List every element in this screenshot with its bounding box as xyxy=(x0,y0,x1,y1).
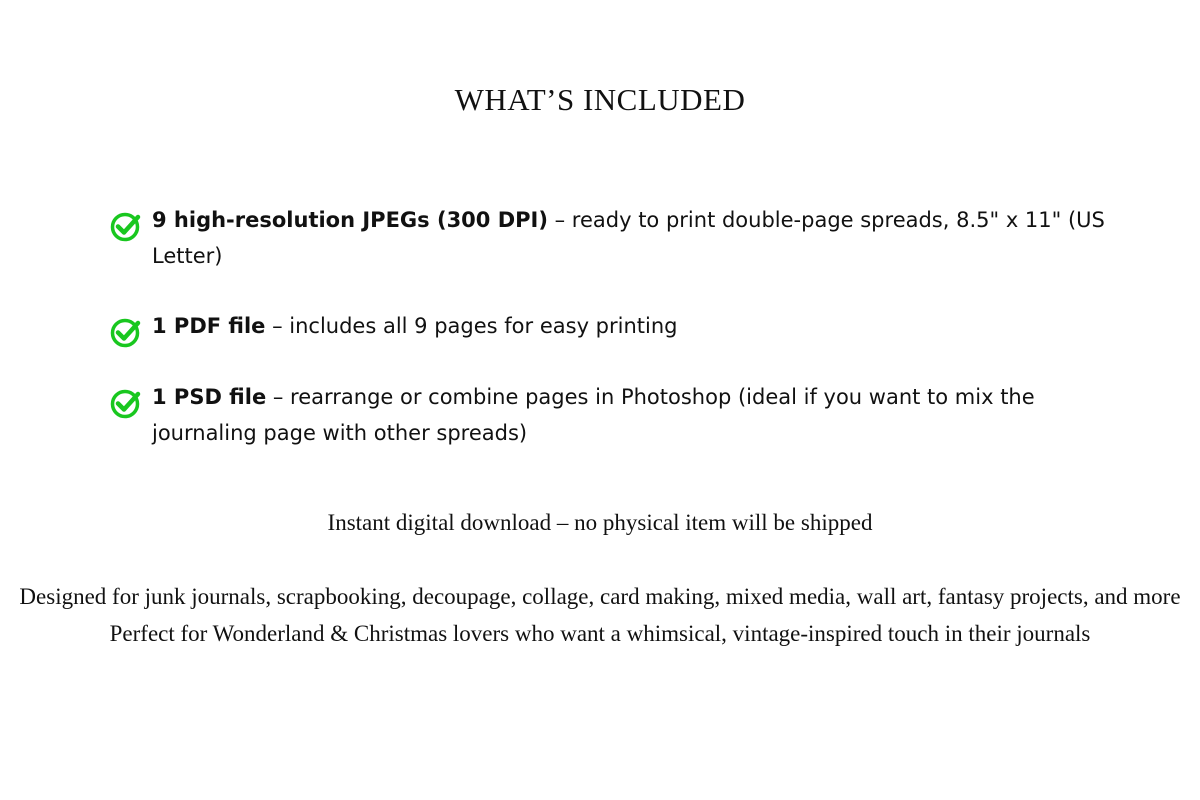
item-bold-label: 1 PSD file xyxy=(152,385,267,409)
item-description: – ready to print double-page spreads, 8.5" x 11" (US Letter) xyxy=(152,208,1105,268)
included-item-psd xyxy=(108,379,1112,451)
included-item-jpegs xyxy=(108,202,1112,274)
usage-description xyxy=(0,578,1200,652)
item-bold-label: 9 high-resolution JPEGs (300 DPI) xyxy=(152,208,548,232)
download-note: Instant digital download – no physical item will be shipped xyxy=(327,510,873,535)
designed-for-text: Designed for junk journals, scrapbooking, decoupage, collage, card making, mixed media, wall art, fantasy projects, and more xyxy=(19,584,1181,609)
included-item-pdf xyxy=(108,308,1112,344)
item-description: – rearrange or combine pages in Photoshop (ideal if you want to mix the journaling page with other spreads) xyxy=(152,385,1035,445)
item-description: – includes all 9 pages for easy printing xyxy=(265,314,678,338)
item-bold-label: 1 PDF file xyxy=(152,314,266,338)
perfect-for-text: Perfect for Wonderland & Christmas lovers who want a whimsical, vintage-inspired touch in their journals xyxy=(109,621,1091,646)
check-circle-icon xyxy=(108,385,144,421)
page-title: WHAT’S INCLUDED xyxy=(454,82,746,117)
check-circle-icon xyxy=(108,208,144,244)
check-circle-icon xyxy=(108,314,144,350)
